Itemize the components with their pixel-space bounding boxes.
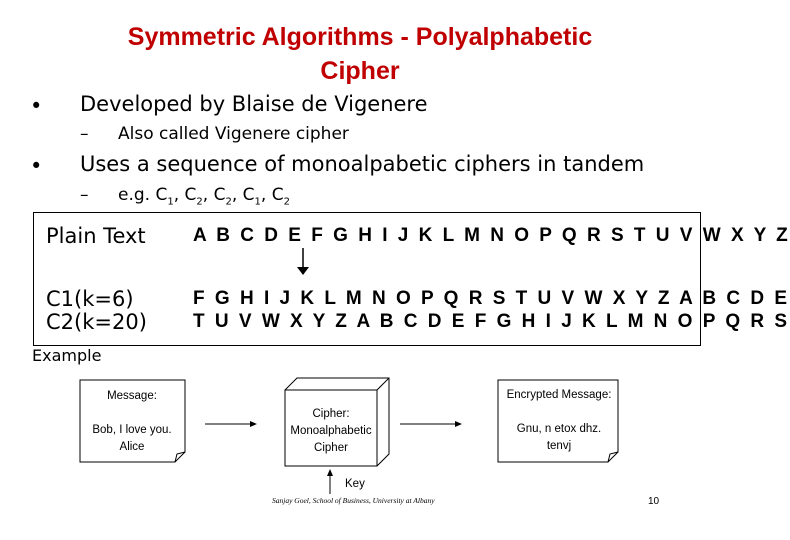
sub-text-1: Also called Vigenere cipher [118,124,349,144]
bullet-text-1: Developed by Blaise de Vigenere [80,92,428,116]
key-label: Key [345,478,365,490]
bullet-text-2: Uses a sequence of monoalpabetic ciphers in tandem [80,152,645,176]
footer-author: Sanjay Goel, School of Business, University at Albany [272,496,435,505]
sequence-prefix: e.g. [118,185,156,205]
sequence-example [118,185,290,207]
slide-title [0,20,720,88]
sub-dash-2: – [80,185,89,205]
message-title: Message: [107,390,157,402]
title-line-2: Cipher [320,57,400,85]
title-line-1: Symmetric Algorithms - Polyalphabetic [127,23,593,51]
down-arrow-icon [296,248,310,276]
encrypted-body: Gnu, n etox dhz. tenvj [516,423,602,452]
c2-alphabet: T U V W X Y Z A B C D E F G H I J K L M N O P Q R S [193,311,790,332]
plain-alphabet: A B C D E F G H I J K L M N O P Q R S T U V W X Y Z [193,225,790,246]
message-body: Bob, I love you. Alice [92,424,172,453]
arrow-right-icon [400,421,462,427]
c2-label: C2(k=20) [46,310,147,334]
sequence-item-2: $C_2$ [184,185,203,208]
c1-alphabet: F G H I J K L M N O P Q R S T U V W X Y Z A B C D E [193,288,790,309]
sub-dash-1: – [80,124,89,144]
example-label: Example [32,346,102,365]
sequence-items: $C_1$, $C_2$, $C_2$, $C_1$, $C_2$ [155,185,290,208]
arrow-right-icon [205,421,257,427]
sequence-item-5: $C_2$ [271,185,290,208]
key-arrow-icon [327,469,333,494]
page-number: 10 [648,496,660,507]
sequence-item-4: $C_1$ [242,185,261,208]
cipher-label: Cipher: Monoalphabetic Cipher [290,408,372,454]
bullet-marker-1: • [30,94,43,118]
plain-text-label: Plain Text [46,224,146,248]
c1-label: C1(k=6) [46,287,134,311]
sequence-item-1: $C_1$ [155,185,174,208]
bullet-marker-2: • [30,154,43,178]
encrypted-title: Encrypted Message: [506,389,612,401]
sequence-item-3: $C_2$ [213,185,232,208]
